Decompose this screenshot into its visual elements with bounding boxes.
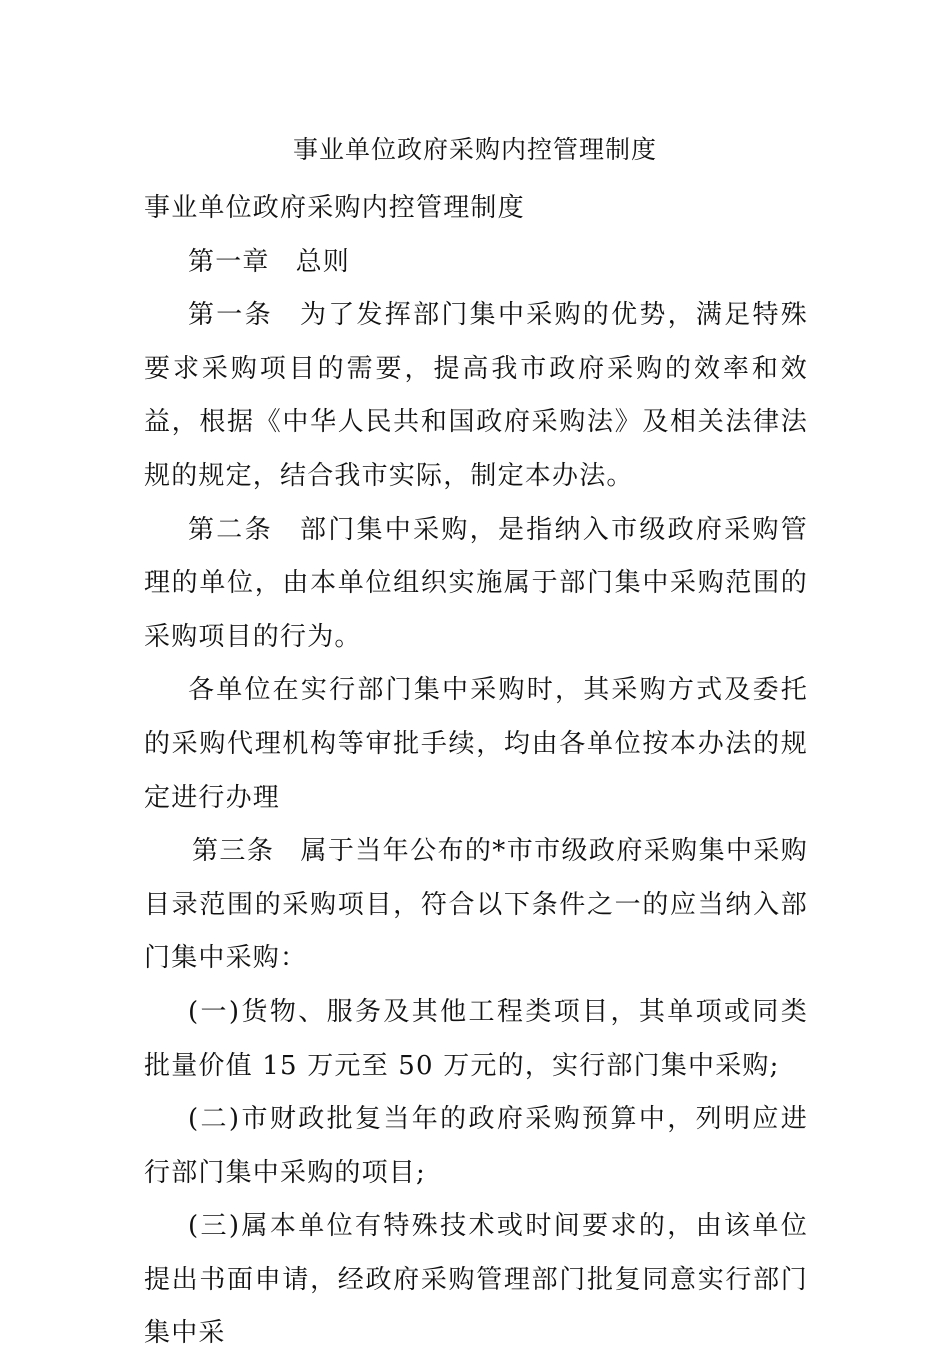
article-2	[144, 504, 808, 665]
article-1	[144, 289, 808, 503]
article-3-item-1: (一)货物、服务及其他工程类项目，其单项或同类批量价值 15 万元至 50 万元的，实行部门集中采购;	[144, 996, 808, 1081]
article-2-text: 部门集中采购，是指纳入市级政府采购管理的单位，由本单位组织实施属于部门集中采购范围的采购项目的行为。	[144, 514, 808, 652]
article-3-text: 属于当年公布的*市市级政府采购集中采购目录范围的采购项目，符合以下条件之一的应当纳入部门集中采购：	[144, 836, 808, 974]
article-3-label: 第三条	[192, 836, 275, 867]
article-1-text: 为了发挥部门集中采购的优势，满足特殊要求采购项目的需要，提高我市政府采购的效率和效益，根据《中华人民共和国政府采购法》及相关法律法规的规定，结合我市实际，制定本办法。	[144, 300, 808, 491]
chapter-label: 第一章	[188, 246, 270, 277]
document-subtitle: 事业单位政府采购内控管理制度	[144, 193, 525, 223]
chapter-heading	[144, 236, 808, 290]
article-2-label: 第二条	[188, 514, 273, 545]
document-title: 事业单位政府采购内控管理制度	[292, 135, 657, 164]
chapter-title: 总则	[295, 246, 351, 277]
article-3-item-3: (三)属本单位有特殊技术或时间要求的，由该单位提出书面申请，经政府采购管理部门批复同意实行部门集中采	[144, 1211, 808, 1349]
article-2-paragraph-2: 各单位在实行部门集中采购时，其采购方式及委托的采购代理机构等审批手续，均由各单位按本办法的规定进行办理	[144, 675, 808, 813]
article-1-label: 第一条	[188, 300, 273, 331]
document-body	[144, 182, 808, 1361]
article-3	[144, 825, 808, 986]
article-3-item-2: (二)市财政批复当年的政府采购预算中，列明应进行部门集中采购的项目;	[144, 1104, 808, 1188]
